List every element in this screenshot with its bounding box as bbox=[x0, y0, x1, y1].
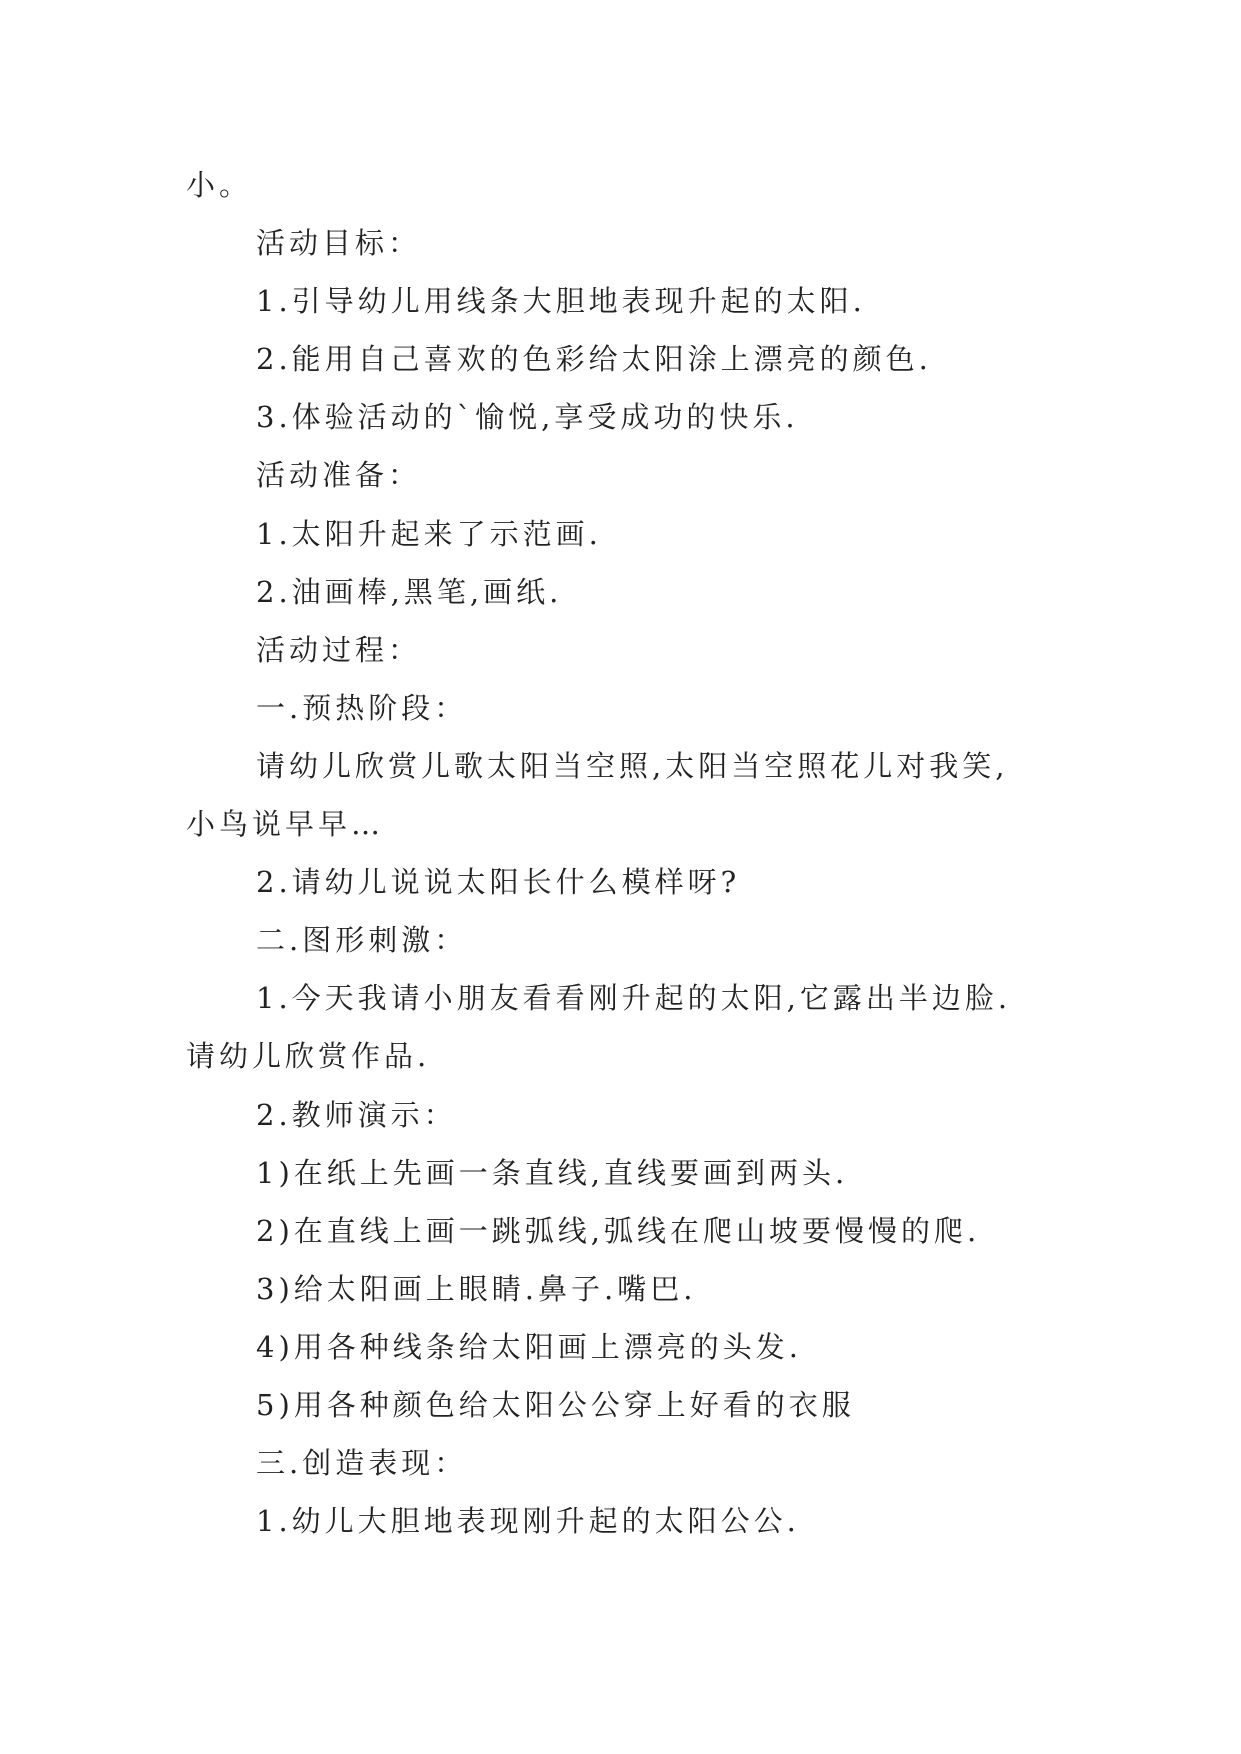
text-line: 请幼儿欣赏作品. bbox=[186, 1039, 431, 1073]
text-line: 请幼儿欣赏儿歌太阳当空照,太阳当空照花儿对我笑, bbox=[256, 749, 1009, 783]
text-line: 2)在直线上画一跳弧线,弧线在爬山坡要慢慢的爬. bbox=[256, 1214, 981, 1248]
text-line: 1)在纸上先画一条直线,直线要画到两头. bbox=[256, 1156, 849, 1190]
text-line: 小鸟说早早… bbox=[186, 807, 385, 841]
text-line: 小。 bbox=[186, 168, 253, 202]
subsection-heading: 一.预热阶段： bbox=[256, 691, 468, 725]
text-line: 1.幼儿大胆地表现刚升起的太阳公公. bbox=[256, 1504, 800, 1538]
text-line: 4)用各种线条给太阳画上漂亮的头发. bbox=[256, 1330, 802, 1364]
text-line: 5)用各种颜色给太阳公公穿上好看的衣服 bbox=[256, 1388, 855, 1422]
text-line: 3.体验活动的`愉悦,享受成功的快乐. bbox=[256, 400, 799, 434]
section-heading: 活动过程： bbox=[256, 633, 422, 667]
text-line: 1.今天我请小朋友看看刚升起的太阳,它露出半边脸. bbox=[256, 981, 1012, 1015]
subsection-heading: 二.图形刺激： bbox=[256, 923, 468, 957]
text-line: 2.能用自己喜欢的色彩给太阳涂上漂亮的颜色. bbox=[256, 342, 932, 376]
text-line: 2.油画棒,黑笔,画纸. bbox=[256, 575, 563, 609]
text-line: 1.太阳升起来了示范画. bbox=[256, 517, 602, 551]
section-heading: 活动准备： bbox=[256, 458, 422, 492]
text-line: 2.教师演示： bbox=[256, 1098, 457, 1132]
text-line: 2.请幼儿说说太阳长什么模样呀? bbox=[256, 865, 741, 899]
subsection-heading: 三.创造表现： bbox=[256, 1446, 468, 1480]
text-line: 1.引导幼儿用线条大胆地表现升起的太阳. bbox=[256, 284, 866, 318]
text-line: 3)给太阳画上眼睛.鼻子.嘴巴. bbox=[256, 1272, 697, 1306]
section-heading: 活动目标： bbox=[256, 226, 422, 260]
